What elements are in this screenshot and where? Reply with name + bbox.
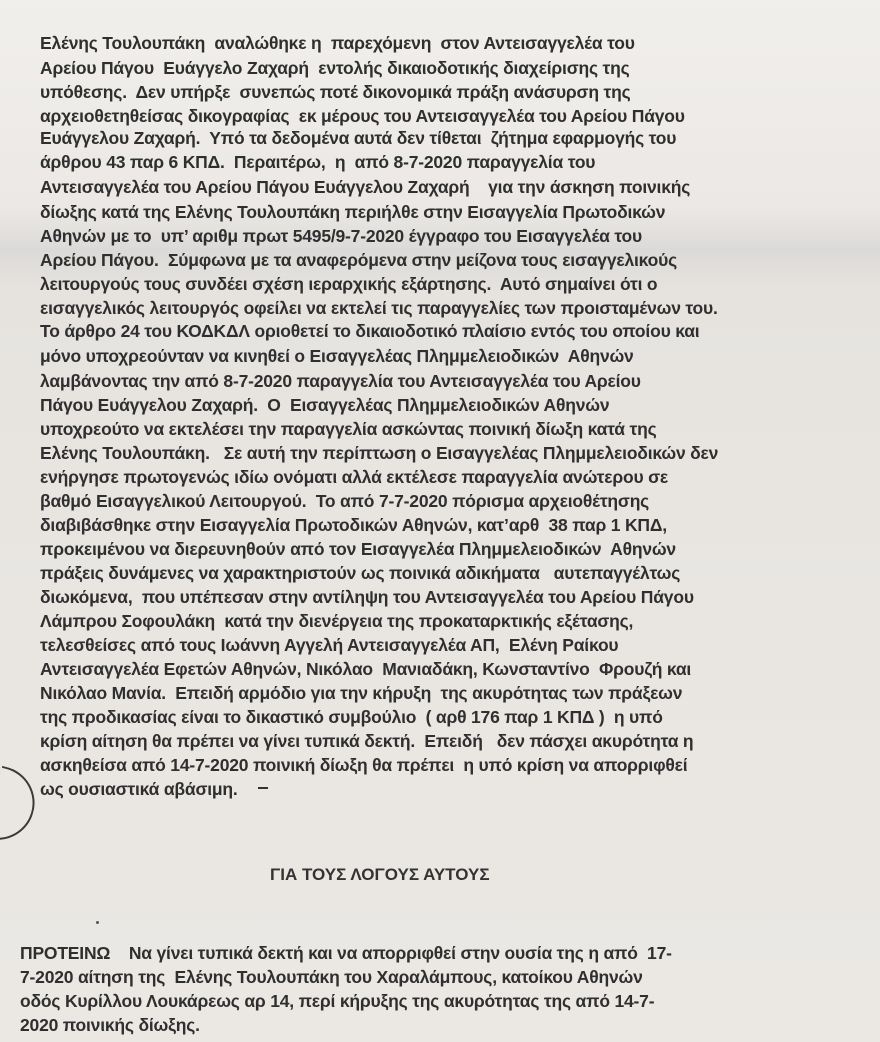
text-line: Νικόλαο Μανία. Επειδή αρμόδιο για την κήρυξη της ακυρότητας των πράξεων <box>40 683 683 703</box>
text-line: λαμβάνοντας την από 8-7-2020 παραγγελία του Αντεισαγγελέα του Αρείου <box>40 371 641 391</box>
text-line: Λάμπρου Σοφουλάκη κατά την διενέργεια της προκαταρκτικής εξέτασης, <box>40 611 634 631</box>
text-line: Ελένης Τουλουπάκη αναλώθηκε η παρεχόμενη στον Αντεισαγγελέα του <box>40 33 635 53</box>
text-line: τελεσθείσες από τους Ιωάννη Αγγελή Αντεισαγγελέα ΑΠ, Ελένη Ραίκου <box>40 635 619 655</box>
text-line: Ελένης Τουλουπάκη. Σε αυτή την περίπτωση ο Εισαγγελέας Πλημμελειοδικών δεν <box>40 443 719 463</box>
text-line: πράξεις δυνάμενες να χαρακτηριστούν ως ποινικά αδικήματα αυτεπαγγέλτως <box>40 563 681 583</box>
text-line: διωκόμενα, που υπέπεσαν στην αντίληψη του Αντεισαγγελέα του Αρείου Πάγου <box>40 587 694 607</box>
text-line: υποχρεούτο να εκτελέσει την παραγγελία ασκώντας ποινική δίωξη κατά της <box>40 419 657 439</box>
text-line: υπόθεσης. Δεν υπήρξε συνεπώς ποτέ δικονομικά πράξη ανάσυρση της <box>40 82 631 102</box>
text-line: αρχειοθετηθείσας δικογραφίας εκ μέρους του Αντεισαγγελέα του Αρείου Πάγου <box>40 106 685 126</box>
handwritten-signature-mark <box>0 766 43 848</box>
text-line: ως ουσιαστικά αβάσιμη. <box>40 779 238 799</box>
text-line: Αντεισαγγελέα του Αρείου Πάγου Ευάγγελου Ζαχαρή για την άσκηση ποινικής <box>40 177 691 197</box>
text-line: κρίση αίτηση θα πρέπει να γίνει τυπικά δεκτή. Επειδή δεν πάσχει ακυρότητα η <box>40 731 694 751</box>
text-line: μόνο υποχρεούνταν να κινηθεί ο Εισαγγελέας Πλημμελειοδικών Αθηνών <box>40 346 634 366</box>
text-line: της προδικασίας είναι το δικαστικό συμβούλιο ( αρθ 176 παρ 1 ΚΠΔ ) η υπό <box>40 707 663 727</box>
text-line: Αρείου Πάγου Ευάγγελο Ζαχαρή εντολής δικαιοδοτικής διαχείρισης της <box>40 58 630 78</box>
text-line: οδός Κυρίλλου Λουκάρεως αρ 14, περί κήρυξης της ακυρότητας της από 14-7- <box>20 991 655 1011</box>
text-line: Αντεισαγγελέα Εφετών Αθηνών, Νικόλαο Μανιαδάκη, Κωνσταντίνο Φρουζή και <box>40 659 692 679</box>
text-line: Το άρθρο 24 του ΚΟΔΚΔΛ οριοθετεί το δικαιοδοτικό πλαίσιο εντός του οποίου και <box>40 321 700 341</box>
text-line: 2020 ποινικής δίωξης. <box>20 1015 200 1035</box>
text-line: βαθμό Εισαγγελικού Λειτουργού. Το από 7-7-2020 πόρισμα αρχειοθέτησης <box>40 491 650 511</box>
text-line: ενήργησε πρωτογενώς ιδίω ονόματι αλλά εκτέλεσε παραγγελία ανώτερου σε <box>40 467 669 487</box>
text-line: εισαγγελικός λειτουργός οφείλει να εκτελεί τις παραγγελίες των προισταμένων του. <box>40 298 718 318</box>
text-line: δίωξης κατά της Ελένης Τουλουπάκη περιήλθε στην Εισαγγελία Πρωτοδικών <box>40 202 666 222</box>
text-line: λειτουργούς τους συνδέει σχέση ιεραρχικής εξάρτησης. Αυτό σημαίνει ότι ο <box>40 274 658 294</box>
text-line: Πάγου Ευάγγελου Ζαχαρή. Ο Εισαγγελέας Πλημμελειοδικών Αθηνών <box>40 395 610 415</box>
text-line: διαβιβάσθηκε στην Εισαγγελία Πρωτοδικών Αθηνών, κατ’αρθ 38 παρ 1 ΚΠΔ, <box>40 515 667 535</box>
text-line: Αθηνών με το υπ’ αριθμ πρωτ 5495/9-7-2020 έγγραφο του Εισαγγελέα του <box>40 226 642 246</box>
text-line: προκειμένου να διερευνηθούν από τον Εισαγγελέα Πλημμελειοδικών Αθηνών <box>40 539 676 559</box>
ink-dash-mark <box>258 787 268 789</box>
text-line: ασκηθείσα από 14-7-2020 ποινική δίωξη θα πρέπει η υπό κρίση να απορριφθεί <box>40 755 688 775</box>
text-line: άρθρου 43 παρ 6 ΚΠΔ. Περαιτέρω, η από 8-7-2020 παραγγελία του <box>40 152 596 172</box>
text-line: Αρείου Πάγου. Σύμφωνα με τα αναφερόμενα στην μείζονα τους εισαγγελικούς <box>40 250 678 270</box>
ink-dot-mark <box>96 921 99 924</box>
section-heading: ΓΙΑ ΤΟΥΣ ΛΟΓΟΥΣ ΑΥΤΟΥΣ <box>270 865 490 884</box>
text-line: ΠΡΟΤΕΙΝΩ Να γίνει τυπικά δεκτή και να απορριφθεί στην ουσία της η από 17- <box>20 943 672 963</box>
text-line: Ευάγγελου Ζαχαρή. Υπό τα δεδομένα αυτά δεν τίθεται ζήτημα εφαρμογής του <box>40 128 677 148</box>
text-line: 7-2020 αίτηση της Ελένης Τουλουπάκη του Χαραλάμπους, κατοίκου Αθηνών <box>20 967 643 987</box>
